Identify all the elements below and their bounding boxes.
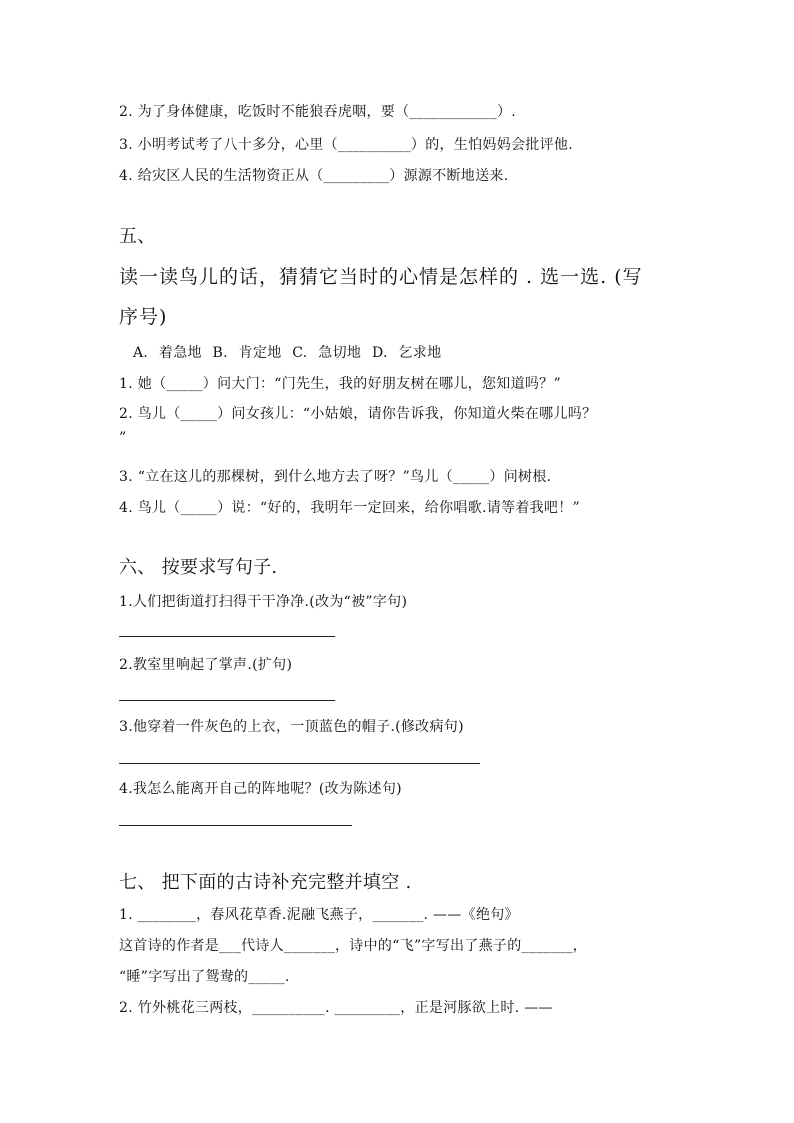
s5-question-1: 1. 她（_____）问大门：“门先生，我的好朋友树在哪儿，您知道吗？”	[119, 376, 561, 392]
s6-question-1: 1.人们把街道打扫得干干净净.(改为“被”字句)	[119, 594, 408, 610]
s7-question-2: 2. 竹外桃花三两枝，__________. _________，正是河豚欲上时. ——	[119, 1000, 553, 1016]
section-5-heading: 五、	[119, 226, 156, 247]
s7-question-1-line-3: “睡”字写出了鸳鸯的_____.	[119, 969, 290, 985]
s6-question-2: 2.教室里响起了掌声.(扩句)	[119, 657, 293, 673]
s6-question-4: 4.我怎么能离开自己的阵地呢？(改为陈述句)	[119, 781, 402, 797]
s5-question-4: 4. 鸟儿（_____）说：“好的，我明年一定回来，给你唱歌.请等着我吧！”	[119, 500, 580, 516]
section-5-instruction-line-2: 序号)	[119, 306, 168, 328]
s7-question-1-line-2: 这首诗的作者是___代诗人_______，诗中的“飞”字写出了燕子的_______，	[119, 938, 587, 954]
s6-answer-line-2	[119, 700, 335, 701]
s4-question-2: 2. 为了身体健康，吃饭时不能狼吞虎咽，要（____________）.	[119, 104, 517, 120]
s6-answer-line-3	[119, 763, 480, 764]
s4-question-3: 3. 小明考试考了八十多分，心里（__________）的，生怕妈妈会批评他.	[119, 137, 573, 153]
s5-question-3: 3. “立在这儿的那棵树，到什么地方去了呀？”鸟儿（_____）问树根.	[119, 469, 552, 485]
s6-question-3: 3.他穿着一件灰色的上衣，一顶蓝色的帽子.(修改病句)	[119, 719, 464, 735]
s7-question-1-line-1: 1. ________，春风花草香.泥融飞燕子，_______. ——《绝句》	[119, 907, 519, 923]
s6-answer-line-4	[119, 825, 352, 826]
section-5-instruction-line-1: 读一读鸟儿的话，猜猜它当时的心情是怎样的 . 选一选. (写	[119, 266, 643, 288]
section-5-options: A. 着急地 B. 肯定地 C. 急切地 D. 乞求地	[133, 345, 442, 361]
s5-question-2-line-1: 2. 鸟儿（_____）问女孩儿：“小姑娘，请你告诉我，你知道火柴在哪儿吗？	[119, 406, 597, 422]
s6-answer-line-1	[119, 636, 335, 637]
section-6-heading: 六、 按要求写句子.	[119, 557, 278, 578]
s4-question-4: 4. 给灾区人民的生活物资正从（_________）源源不断地送来.	[119, 168, 509, 184]
s5-question-2-line-2: ”	[119, 430, 127, 446]
section-7-heading: 七、 把下面的古诗补充完整并填空 .	[119, 872, 412, 893]
